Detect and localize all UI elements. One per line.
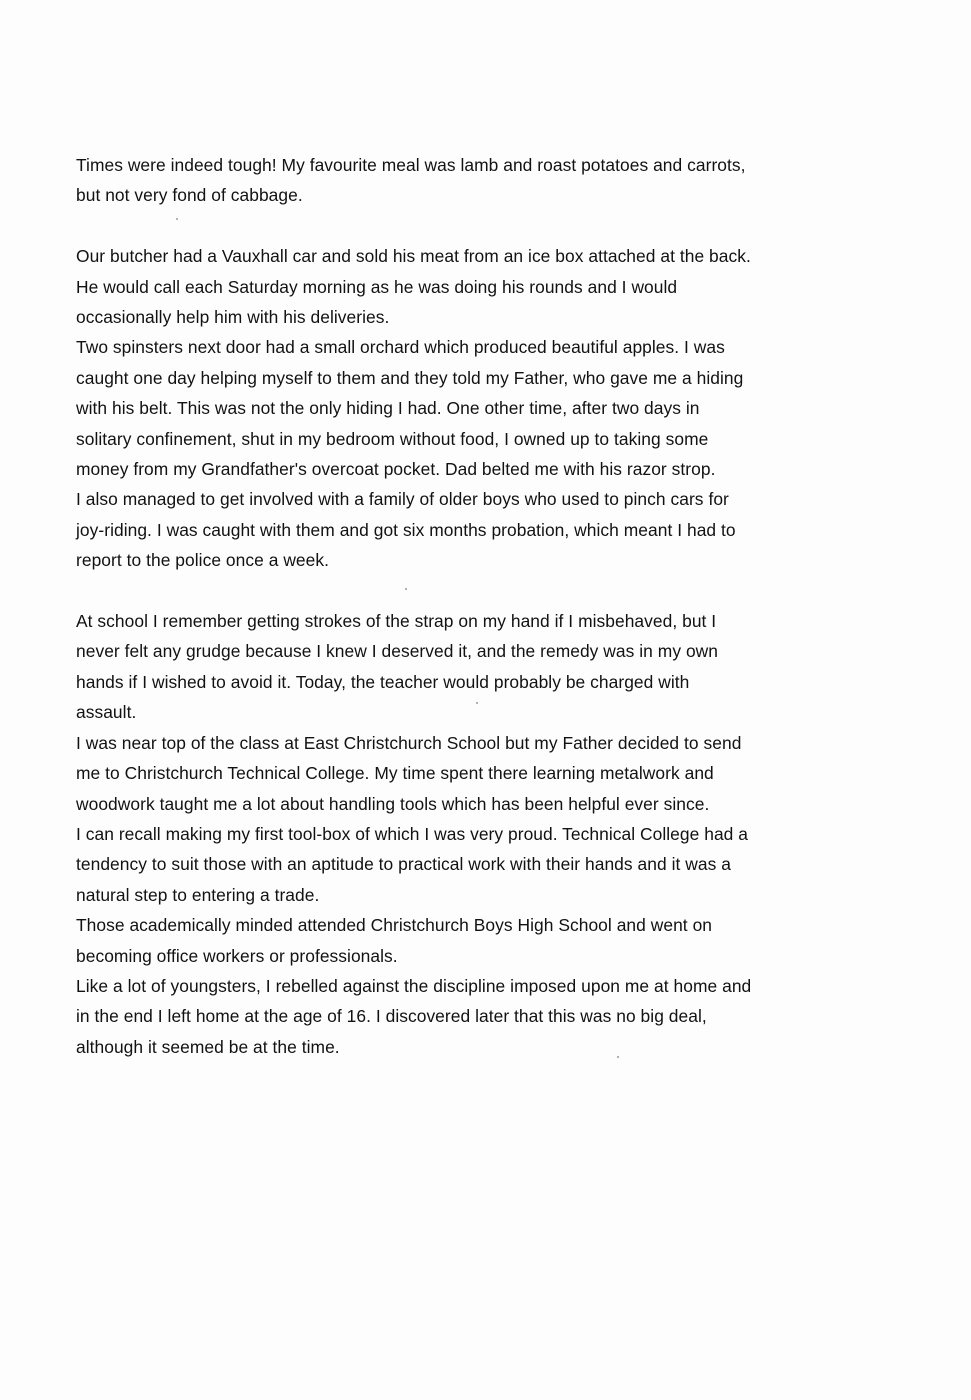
text-line: report to the police once a week. bbox=[76, 550, 329, 571]
text-line: money from my Grandfather's overcoat pocket. Dad belted me with his razor strop. bbox=[76, 459, 716, 480]
text-line: tendency to suit those with an aptitude to practical work with their hands and it was a bbox=[76, 854, 731, 875]
text-line: At school I remember getting strokes of the strap on my hand if I misbehaved, but I bbox=[76, 611, 717, 632]
text-line: caught one day helping myself to them and they told my Father, who gave me a hiding bbox=[76, 367, 744, 388]
text-line: assault. bbox=[76, 702, 137, 723]
scan-speck bbox=[176, 218, 178, 220]
text-line: me to Christchurch Technical College. My time spent there learning metalwork and bbox=[76, 763, 714, 784]
text-line: although it seemed be at the time. bbox=[76, 1036, 340, 1057]
text-line: occasionally help him with his deliveries. bbox=[76, 307, 390, 328]
text-line: woodwork taught me a lot about handling tools which has been helpful ever since. bbox=[76, 793, 710, 814]
text-line: with his belt. This was not the only hiding I had. One other time, after two days in bbox=[76, 398, 700, 419]
text-line: joy-riding. I was caught with them and got six months probation, which meant I had to bbox=[76, 519, 736, 540]
text-line: Our butcher had a Vauxhall car and sold his meat from an ice box attached at the back. bbox=[76, 246, 751, 267]
text-line: Like a lot of youngsters, I rebelled against the discipline imposed upon me at home and bbox=[76, 975, 752, 996]
text-line: but not very fond of cabbage. bbox=[76, 185, 303, 206]
text-line: Times were indeed tough! My favourite meal was lamb and roast potatoes and carrots, bbox=[76, 155, 746, 175]
scan-speck bbox=[617, 1056, 619, 1058]
scan-speck bbox=[405, 588, 407, 590]
text-line: I also managed to get involved with a family of older boys who used to pinch cars for bbox=[76, 489, 729, 510]
text-line: I was near top of the class at East Christchurch School but my Father decided to send bbox=[76, 732, 742, 753]
text-line: becoming office workers or professionals. bbox=[76, 945, 398, 966]
text-line: hands if I wished to avoid it. Today, the teacher would probably be charged with bbox=[76, 671, 690, 692]
paragraph-gap bbox=[76, 576, 856, 606]
text-line: natural step to entering a trade. bbox=[76, 884, 320, 905]
body-text bbox=[76, 150, 856, 1062]
scan-speck bbox=[476, 702, 478, 704]
paragraph-meals bbox=[76, 150, 856, 211]
text-line: never felt any grudge because I knew I deserved it, and the remedy was in my own bbox=[76, 641, 719, 662]
text-line: Two spinsters next door had a small orchard which produced beautiful apples. I was bbox=[76, 337, 725, 358]
paragraph-school-years bbox=[76, 606, 856, 1062]
paragraph-butcher-and-mischief bbox=[76, 241, 856, 575]
text-line: in the end I left home at the age of 16. I discovered later that this was no big deal, bbox=[76, 1006, 707, 1027]
paragraph-gap bbox=[76, 211, 856, 241]
text-line: solitary confinement, shut in my bedroom without food, I owned up to taking some bbox=[76, 428, 709, 449]
text-line: He would call each Saturday morning as he was doing his rounds and I would bbox=[76, 276, 678, 297]
text-line: Those academically minded attended Christchurch Boys High School and went on bbox=[76, 915, 713, 936]
text-line: I can recall making my first tool-box of which I was very proud. Technical College had a bbox=[76, 823, 748, 844]
